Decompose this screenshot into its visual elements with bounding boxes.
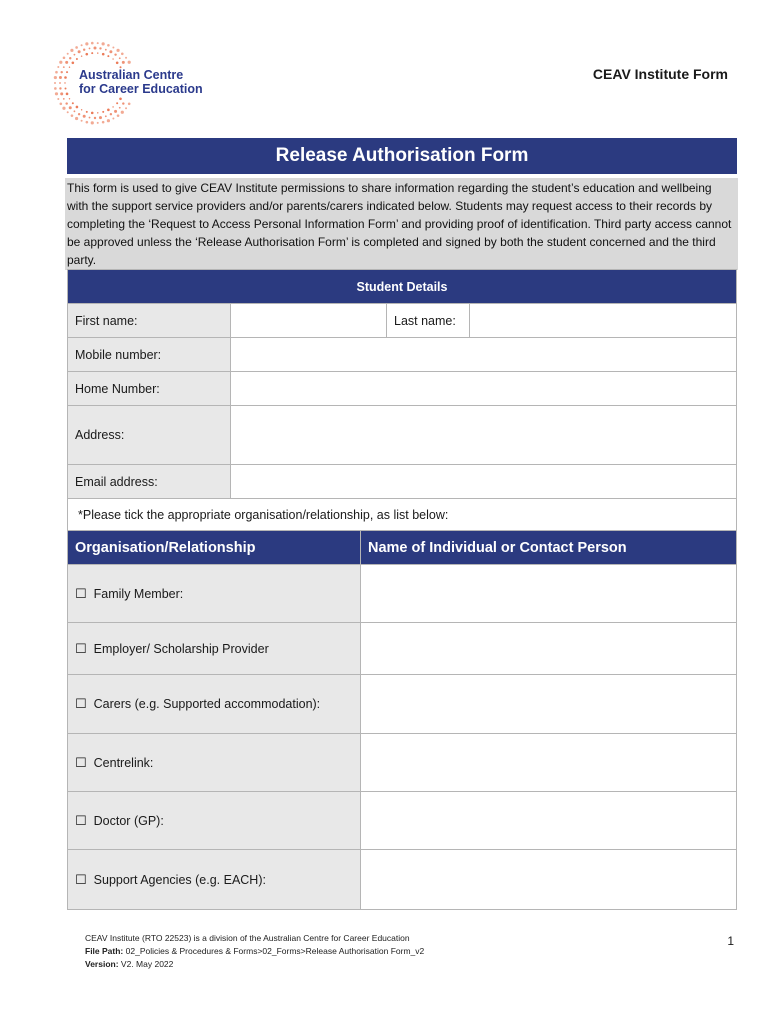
- carers-contact-field[interactable]: [361, 675, 737, 734]
- support-agencies-contact-field[interactable]: [361, 850, 737, 910]
- first-name-label: First name:: [68, 304, 231, 338]
- first-name-field[interactable]: [231, 304, 387, 338]
- option-label: Support Agencies (e.g. EACH):: [93, 872, 266, 887]
- organisation-table: [67, 530, 737, 910]
- checkbox-icon[interactable]: ☐: [75, 812, 87, 828]
- footer-version: Version: V2. May 2022: [85, 959, 174, 969]
- mobile-number-field[interactable]: [231, 338, 737, 372]
- family-member-option[interactable]: [68, 565, 361, 623]
- option-label: Centrelink:: [93, 755, 154, 770]
- email-address-label: Email address:: [68, 465, 231, 499]
- option-label: Doctor (GP):: [93, 813, 164, 828]
- employer-option[interactable]: [68, 623, 361, 675]
- family-member-contact-field[interactable]: [361, 565, 737, 623]
- student-details-table: [67, 269, 737, 532]
- org-row: [68, 565, 737, 623]
- home-number-label: Home Number:: [68, 372, 231, 406]
- option-label: Family Member:: [93, 586, 184, 601]
- carers-option[interactable]: [68, 675, 361, 734]
- contact-column-header: Name of Individual or Contact Person: [361, 531, 737, 565]
- logo-text: [79, 68, 203, 96]
- tick-instruction: *Please tick the appropriate organisation/relationship, as list below:: [68, 499, 737, 532]
- checkbox-icon[interactable]: ☐: [75, 871, 87, 887]
- centrelink-option[interactable]: [68, 734, 361, 792]
- acce-logo: [52, 40, 212, 126]
- logo-line-2: for Career Education: [79, 82, 203, 96]
- email-address-field[interactable]: [231, 465, 737, 499]
- last-name-label: Last name:: [387, 304, 470, 338]
- last-name-field[interactable]: [470, 304, 737, 338]
- doctor-contact-field[interactable]: [361, 792, 737, 850]
- checkbox-icon[interactable]: ☐: [75, 696, 87, 711]
- centrelink-contact-field[interactable]: [361, 734, 737, 792]
- option-label: Carers (e.g. Supported accommodation):: [93, 697, 321, 711]
- form-title: Release Authorisation Form: [67, 138, 737, 174]
- organisation-column-header: Organisation/Relationship: [68, 531, 361, 565]
- doctor-option[interactable]: [68, 792, 361, 850]
- intro-paragraph: This form is used to give CEAV Institute permissions to share information regarding the student’s education and wellbeing with the support service providers and/or parents/carers indicated below. Students may request access to their records by completing the ‘Request to Access Personal Information Form’ and providing proof of identification. Third party access cannot be approved unless the ‘Release Authorisation Form’ is completed and signed by both the student concerned and the third party.: [65, 178, 738, 270]
- address-field[interactable]: [231, 406, 737, 465]
- address-label: Address:: [68, 406, 231, 465]
- footer-file-path: File Path: 02_Policies & Procedures & Forms>02_Forms>Release Authorisation Form_v2: [85, 946, 425, 956]
- footer-rto-line: CEAV Institute (RTO 22523) is a division of the Australian Centre for Career Education: [85, 933, 410, 943]
- org-row: [68, 734, 737, 792]
- footer: [85, 932, 424, 971]
- org-row: [68, 623, 737, 675]
- logo-line-1: Australian Centre: [79, 68, 184, 82]
- org-row: [68, 675, 737, 734]
- checkbox-icon[interactable]: ☐: [75, 754, 87, 770]
- employer-contact-field[interactable]: [361, 623, 737, 675]
- org-row: [68, 850, 737, 910]
- form-type-label: CEAV Institute Form: [592, 66, 728, 82]
- student-details-heading: Student Details: [68, 270, 737, 304]
- checkbox-icon[interactable]: ☐: [75, 640, 87, 656]
- home-number-field[interactable]: [231, 372, 737, 406]
- org-row: [68, 792, 737, 850]
- support-agencies-option[interactable]: [68, 850, 361, 910]
- option-label: Employer/ Scholarship Provider: [93, 641, 269, 656]
- page-number: 1: [727, 934, 734, 948]
- checkbox-icon[interactable]: ☐: [75, 585, 87, 601]
- mobile-number-label: Mobile number:: [68, 338, 231, 372]
